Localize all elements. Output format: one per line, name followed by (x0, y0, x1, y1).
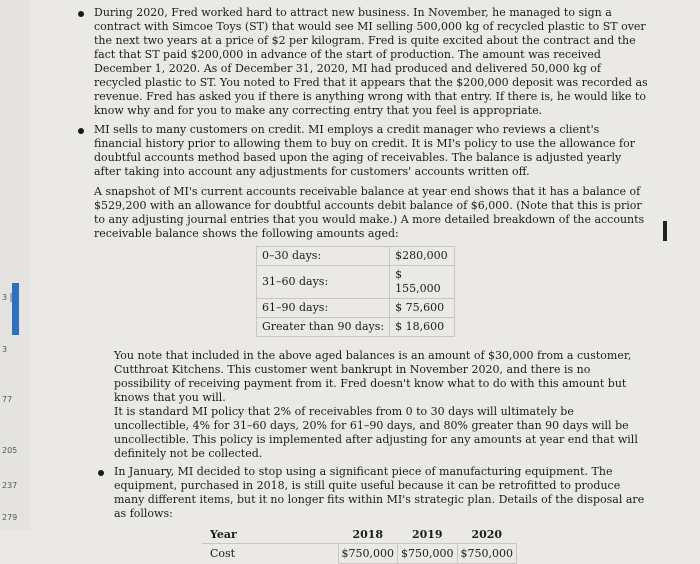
aging-label: 0–30 days: (257, 247, 390, 266)
margin-number: 3 (2, 345, 8, 354)
margin-number: 279 (2, 513, 18, 522)
equipment-paragraph: In January, MI decided to stop using a significant piece of manufacturing equipment. The equipment, purchased in 2018, is still quite useful because it can be retrofitted to produce many different items, but it no longer fits within MI's strategic plan. Details of the disposal are as follows: (114, 465, 645, 520)
uncollectible-policy-paragraph: It is standard MI policy that 2% of receivables from 0 to 30 days will ultimately be uncollectible, 4% for 31–60 days, 20% for 61–90 days, and 80% greater than 90 days will be uncollectible. This policy is implemented after adjusting for any amounts at year end that will definitely not be collected. (114, 405, 638, 460)
bullet-icon (98, 470, 104, 476)
cutthroat-paragraph: You note that included in the above aged balances is an amount of $30,000 from a customer, Cutthroat Kitchens. This customer went bankrupt in November 2020, and there is no possibility of receiving payment from it. Fred doesn't know what to do with this amount but knows that you will. (114, 349, 632, 404)
bullet-equipment (70, 465, 650, 521)
table-row (202, 544, 517, 564)
bullet-receivables (70, 123, 650, 241)
year-column-header: 2019 (398, 526, 458, 544)
margin-number: 237 (2, 481, 18, 490)
credit-policy-paragraph: MI sells to many customers on credit. MI employs a credit manager who reviews a client's financial history prior to allowing them to buy on credit. It is MI's policy to use the allowance for doubtful accounts method based upon the aging of receivables. The balance is adjusted yearly after taking into account any adjustments for customers' accounts written off. (94, 123, 635, 178)
year-header: Year (202, 526, 338, 544)
margin-number: 205 (2, 446, 18, 455)
aging-label: 31–60 days: (257, 266, 390, 299)
aging-amount: $ 18,600 (390, 318, 455, 337)
bullet-contract (70, 6, 650, 118)
document-page (70, 6, 650, 564)
margin-tick (10, 293, 12, 302)
aging-notes (70, 349, 650, 461)
aging-amount: $ 155,000 (390, 266, 455, 299)
table-header-row (202, 526, 517, 544)
margin-number: 77 (2, 395, 13, 404)
aging-label: 61–90 days: (257, 299, 390, 318)
blue-margin-marker (12, 283, 19, 335)
aging-table (256, 246, 455, 337)
cursor-mark (663, 221, 667, 241)
table-row (257, 299, 455, 318)
contract-paragraph: During 2020, Fred worked hard to attract new business. In November, he managed to sign a contract with Simcoe Toys (ST) that would see MI selling 500,000 kg of recycled plastic to ST over the next two years at a price of $2 per kilogram. Fred is quite excited about the contract and the fact that ST paid $200,000 in advance of the start of production. The amount was received December 1, 2020. As of December 31, 2020, MI had produced and delivered 50,000 kg of recycled plastic to ST. You noted to Fred that it appears that the $200,000 deposit was recorded as revenue. Fred has asked you if there is anything wrong with that entry. If there is, he would like to know why and for you to make any correcting entry that you feel is appropriate. (94, 6, 648, 117)
cost-label: Cost (210, 547, 236, 561)
snapshot-paragraph: A snapshot of MI's current accounts receivable balance at year end shows that it has a balance of $529,200 with an allowance for doubtful accounts debit balance of $6,000. (Note that this is prior to any adjusting journal entries that you would make.) A more detailed breakdown of the accounts receivable balance shows the following amounts aged: (94, 185, 645, 240)
year-column-header: 2018 (338, 526, 398, 544)
disposal-table (202, 526, 517, 564)
cost-value: $750,000 (457, 544, 517, 564)
aging-label: Greater than 90 days: (257, 318, 390, 337)
cost-value: $750,000 (338, 544, 398, 564)
bullet-icon (78, 128, 84, 134)
year-column-header: 2020 (457, 526, 517, 544)
cost-value: $750,000 (398, 544, 458, 564)
aging-amount: $280,000 (390, 247, 455, 266)
table-row (257, 247, 455, 266)
bullet-icon (78, 11, 84, 17)
table-row (257, 318, 455, 337)
table-row (257, 266, 455, 299)
margin-number: 3 (2, 293, 8, 302)
aging-amount: $ 75,600 (390, 299, 455, 318)
